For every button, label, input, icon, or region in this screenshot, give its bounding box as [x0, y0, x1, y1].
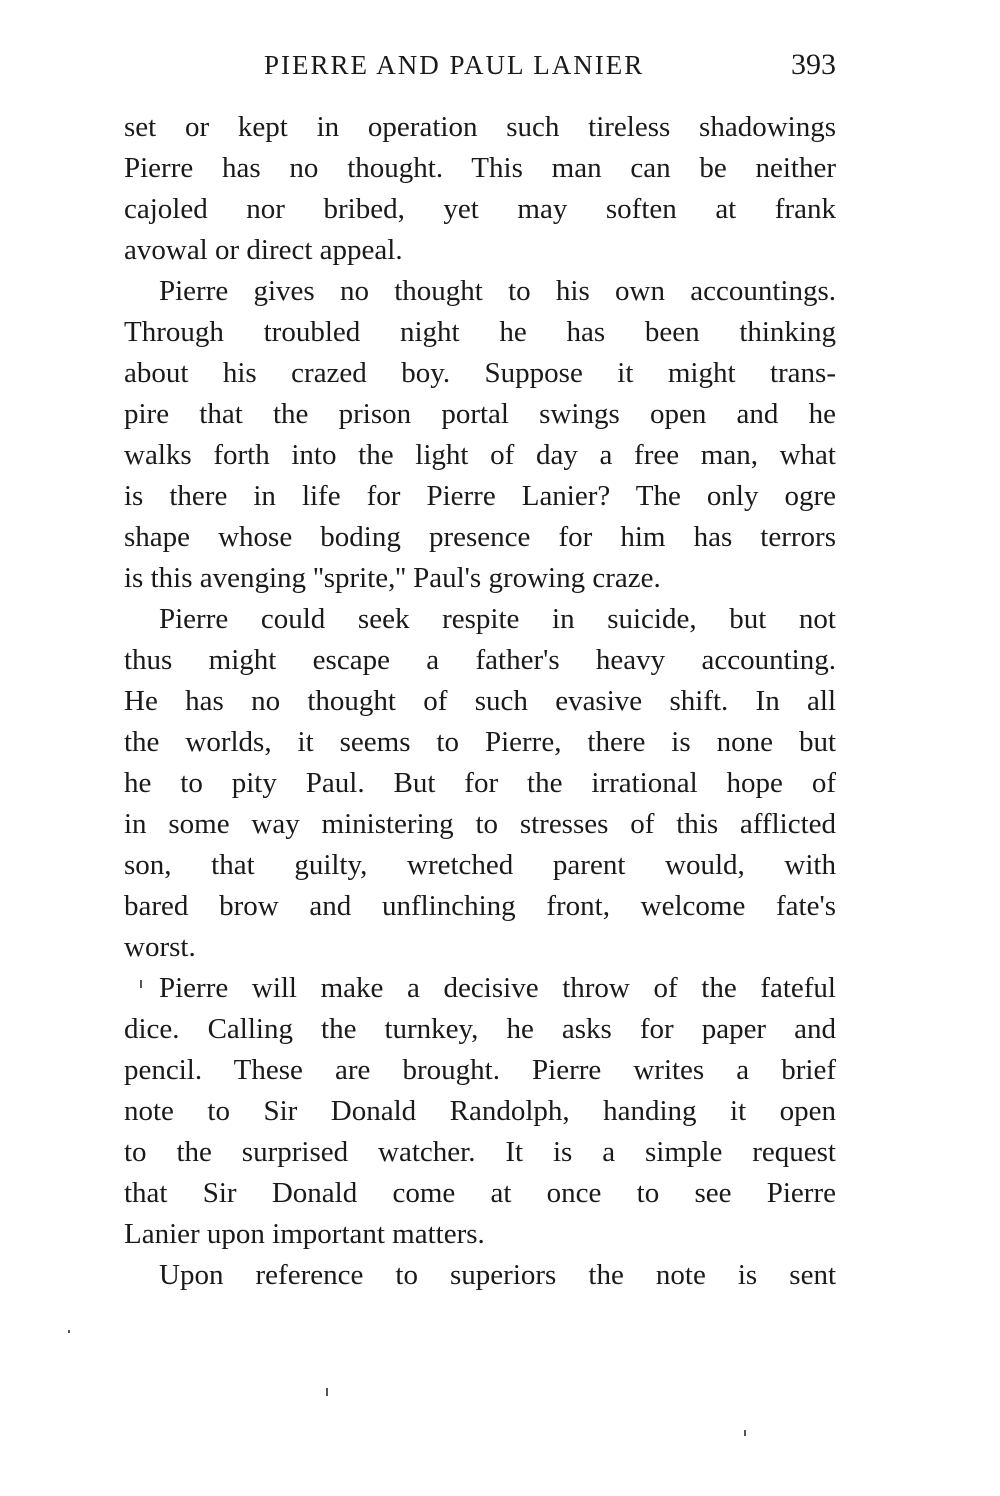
text-line: dice. Calling the turnkey, he asks for paper and: [124, 1013, 836, 1045]
text-line: Through troubled night he has been thinking: [124, 316, 836, 348]
text-line: bared brow and unflinching front, welcome fate's: [124, 890, 836, 922]
scan-speck: [326, 1388, 328, 1396]
text-line: Lanier upon important matters.: [124, 1218, 485, 1250]
text-line: set or kept in operation such tireless shadowings: [124, 111, 836, 143]
text-line: Pierre gives no thought to his own accountings.: [159, 275, 836, 307]
text-line: shape whose boding presence for him has terrors: [124, 521, 836, 553]
scan-speck: [68, 1330, 70, 1333]
text-line: He has no thought of such evasive shift. In all: [124, 685, 836, 717]
text-line: pencil. These are brought. Pierre writes a brief: [124, 1054, 836, 1086]
text-line: Pierre could seek respite in suicide, but not: [159, 603, 836, 635]
text-line: Pierre will make a decisive throw of the fateful: [159, 972, 836, 1004]
text-line: thus might escape a father's heavy accounting.: [124, 644, 836, 676]
text-line: the worlds, it seems to Pierre, there is none but: [124, 726, 836, 758]
text-line: worst.: [124, 931, 196, 963]
text-line: about his crazed boy. Suppose it might trans-: [124, 357, 836, 389]
page-number: 393: [791, 48, 836, 81]
text-line: that Sir Donald come at once to see Pierre: [124, 1177, 836, 1209]
text-line: Pierre has no thought. This man can be neither: [124, 152, 836, 184]
text-line: son, that guilty, wretched parent would, with: [124, 849, 836, 881]
scan-speck: [744, 1430, 746, 1436]
body-text: [124, 107, 836, 1296]
running-title: PIERRE AND PAUL LANIER: [264, 50, 645, 80]
text-line: pire that the prison portal swings open and he: [124, 398, 836, 430]
text-line: walks forth into the light of day a free man, what: [124, 439, 836, 471]
text-line: avowal or direct appeal.: [124, 234, 403, 266]
text-line: to the surprised watcher. It is a simple request: [124, 1136, 836, 1168]
text-line: is this avenging ''sprite,'' Paul's growing craze.: [124, 562, 661, 594]
text-line: in some way ministering to stresses of this afflicted: [124, 808, 836, 840]
text-line: cajoled nor bribed, yet may soften at frank: [124, 193, 836, 225]
scan-speck: [140, 980, 142, 988]
text-line: is there in life for Pierre Lanier? The only ogre: [124, 480, 836, 512]
running-head: [124, 50, 836, 90]
text-line: he to pity Paul. But for the irrational hope of: [124, 767, 836, 799]
text-line: note to Sir Donald Randolph, handing it open: [124, 1095, 836, 1127]
text-line: Upon reference to superiors the note is sent: [159, 1259, 836, 1291]
